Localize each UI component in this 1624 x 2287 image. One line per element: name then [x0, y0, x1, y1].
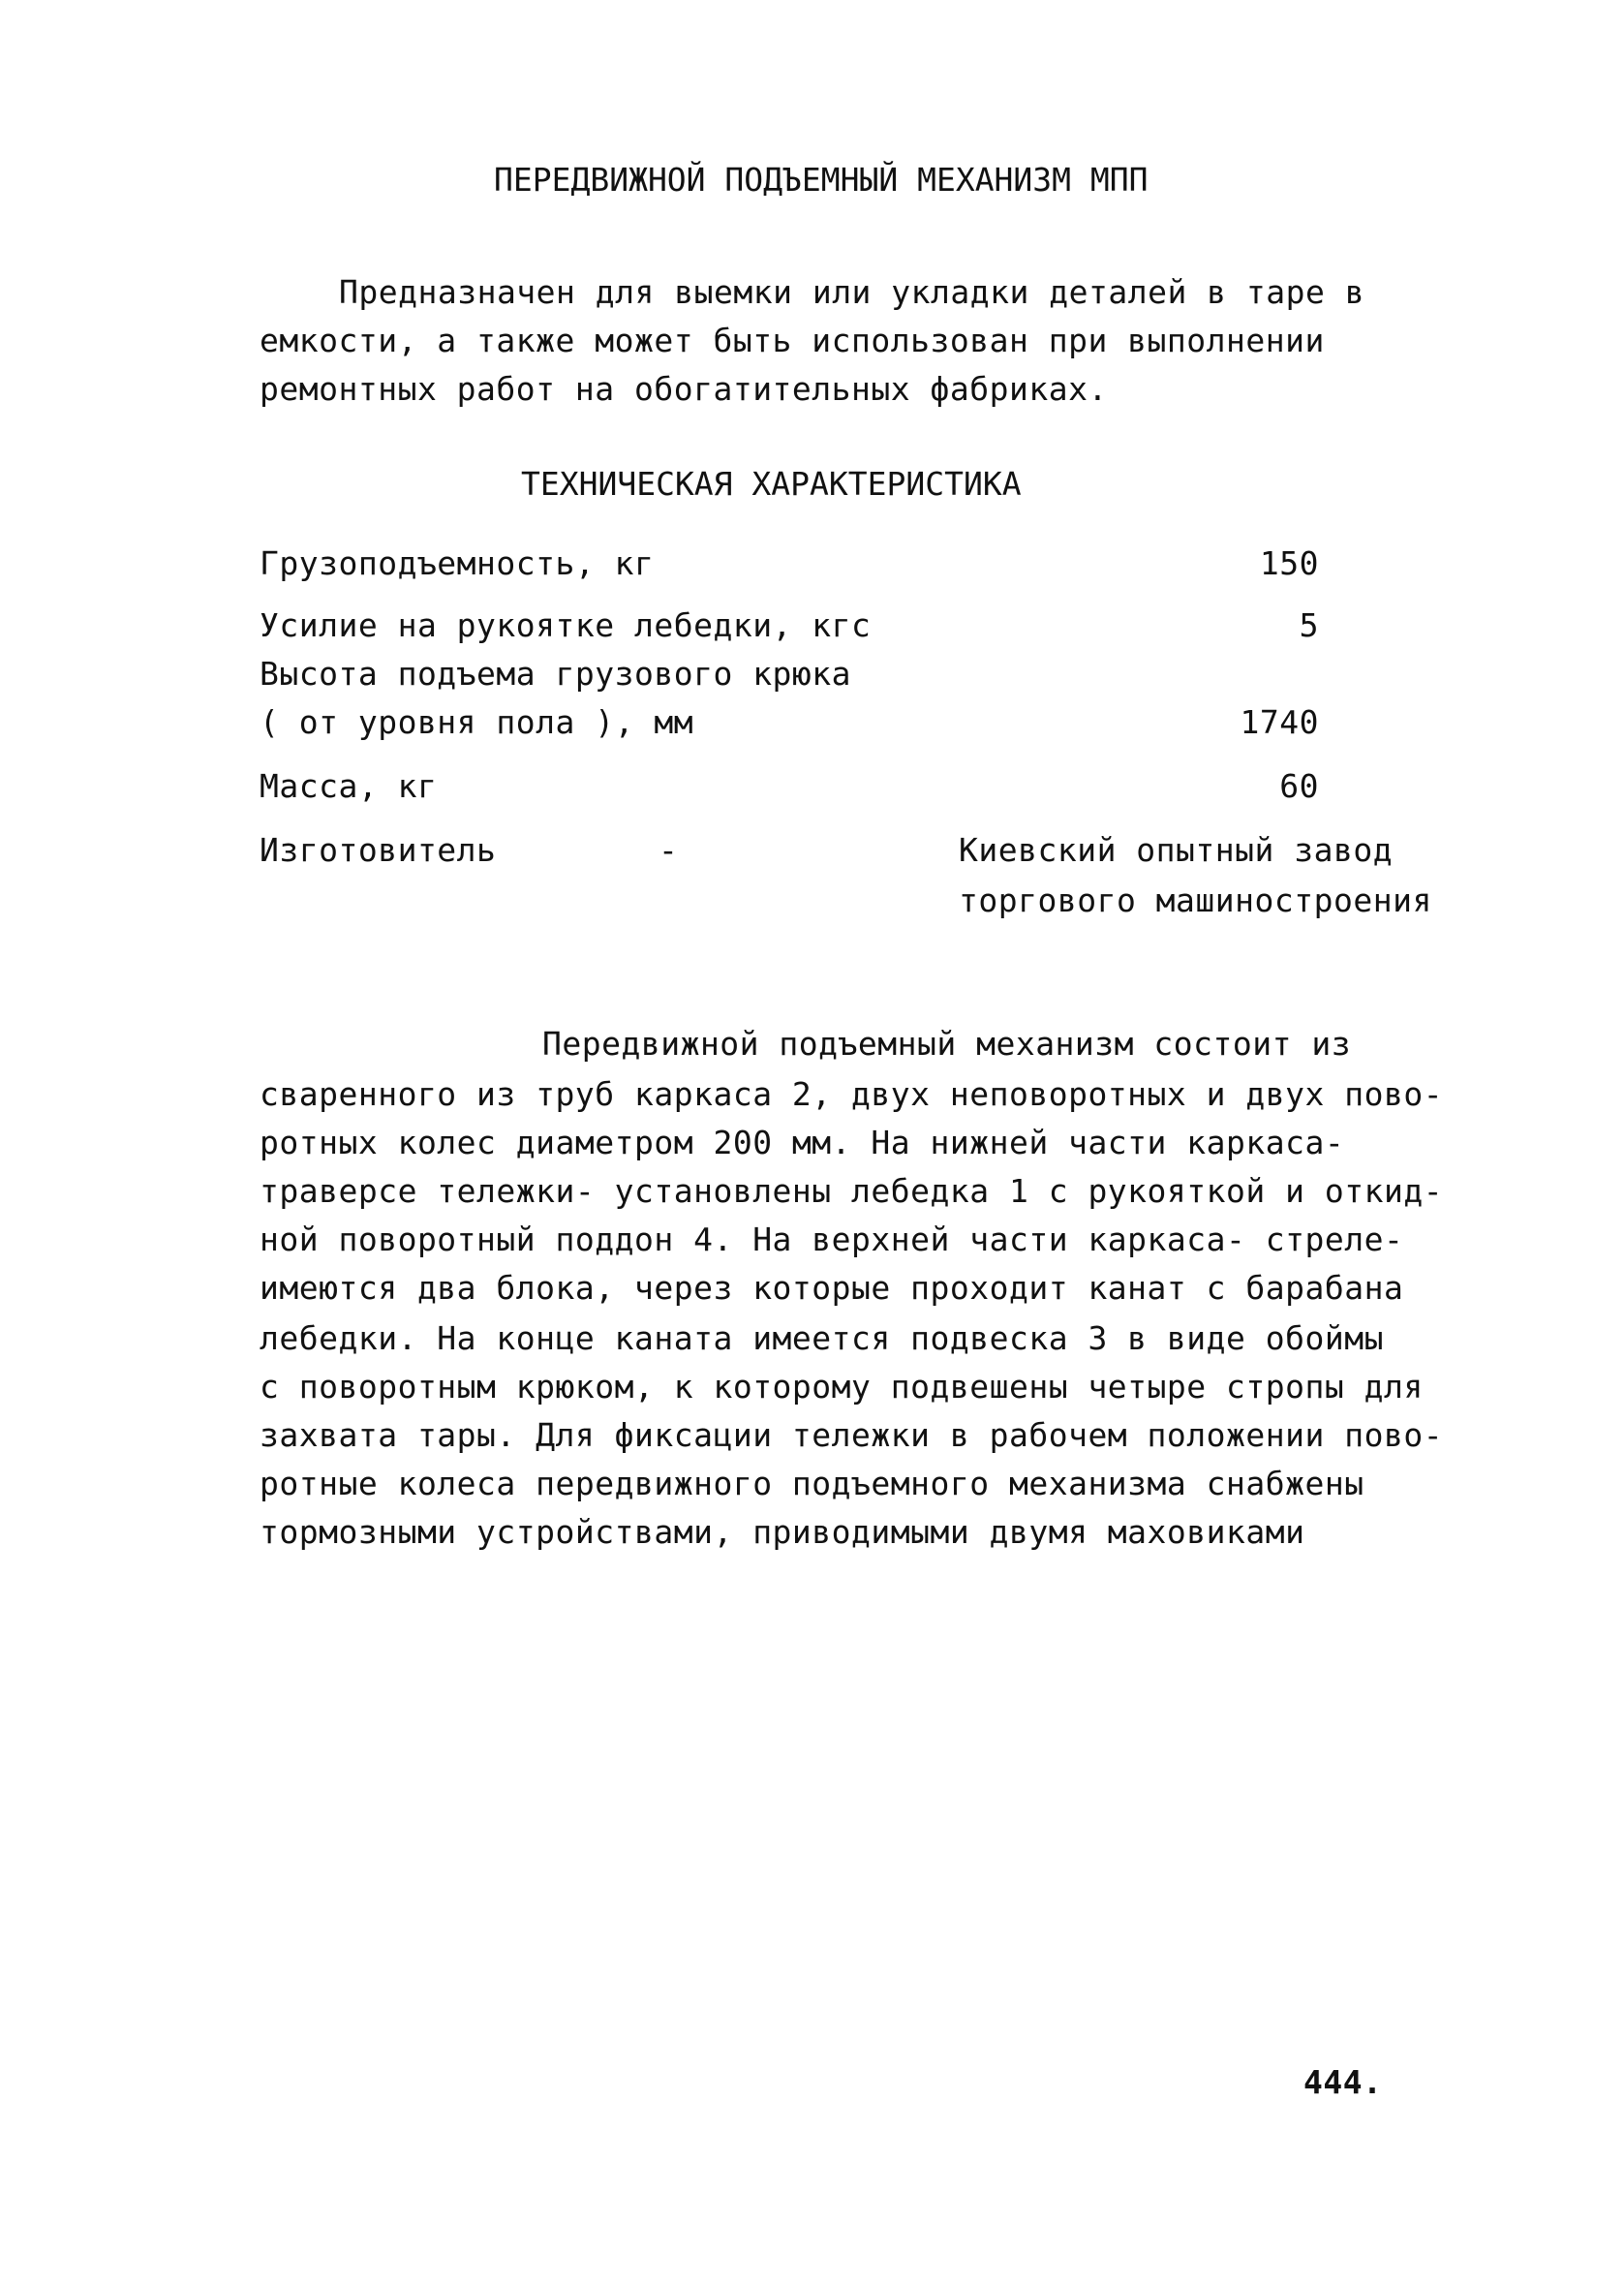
description-line: с поворотным крюком, к которому подвешены четыре стропы для	[260, 1368, 1424, 1406]
spec-label: ( от уровня пола ), мм	[260, 703, 694, 741]
description-line: лебедки. На конце каната имеется подвеска 3 в виде обоймы	[260, 1319, 1384, 1357]
description-line: тормозными устройствами, приводимыми двумя маховиками	[260, 1513, 1305, 1551]
description-line: ной поворотный поддон 4. На верхней части каркаса- стреле-	[260, 1221, 1404, 1258]
spec-value: 60	[1279, 767, 1319, 805]
spec-label: Изготовитель	[260, 831, 497, 869]
spec-value: Киевский опытный завод	[959, 831, 1394, 869]
spec-value: торгового машиностроения	[959, 881, 1432, 919]
spec-value: 1740	[1240, 703, 1319, 741]
description-line: имеются два блока, через которые проходит канат с барабана	[260, 1269, 1404, 1307]
spec-heading: ТЕХНИЧЕСКАЯ ХАРАКТЕРИСТИКА	[521, 465, 1022, 503]
intro-line: ремонтных работ на обогатительных фабриках.	[260, 370, 1108, 408]
description-line: захвата тары. Для фиксации тележки в рабочем положении пово-	[260, 1416, 1444, 1454]
description-line: ротных колес диаметром 200 мм. На нижней части каркаса-	[260, 1124, 1345, 1161]
description-line: ротные колеса передвижного подъемного механизма снабжены	[260, 1465, 1364, 1502]
document-title: ПЕРЕДВИЖНОЙ ПОДЪЕМНЫЙ МЕХАНИЗМ МПП	[494, 161, 1149, 199]
spec-label: Масса, кг	[260, 767, 438, 805]
description-line: Передвижной подъемный механизм состоит из	[542, 1025, 1352, 1063]
intro-line: емкости, а также может быть использован при выполнении	[260, 322, 1325, 359]
spec-label: Усилие на рукоятке лебедки, кгс	[260, 606, 872, 644]
spec-dash: -	[659, 831, 679, 869]
spec-value: 150	[1259, 544, 1319, 582]
spec-label: Грузоподъемность, кг	[260, 544, 655, 582]
description-line: сваренного из труб каркаса 2, двух неповоротных и двух пово-	[260, 1075, 1444, 1113]
spec-label: Высота подъема грузового крюка	[260, 655, 852, 693]
intro-line: Предназначен для выемки или укладки деталей в таре в	[339, 273, 1365, 311]
page-number: 444.	[1303, 2063, 1383, 2101]
spec-value: 5	[1299, 606, 1319, 644]
description-line: траверсе тележки- установлены лебедка 1 с рукояткой и откид-	[260, 1172, 1444, 1210]
